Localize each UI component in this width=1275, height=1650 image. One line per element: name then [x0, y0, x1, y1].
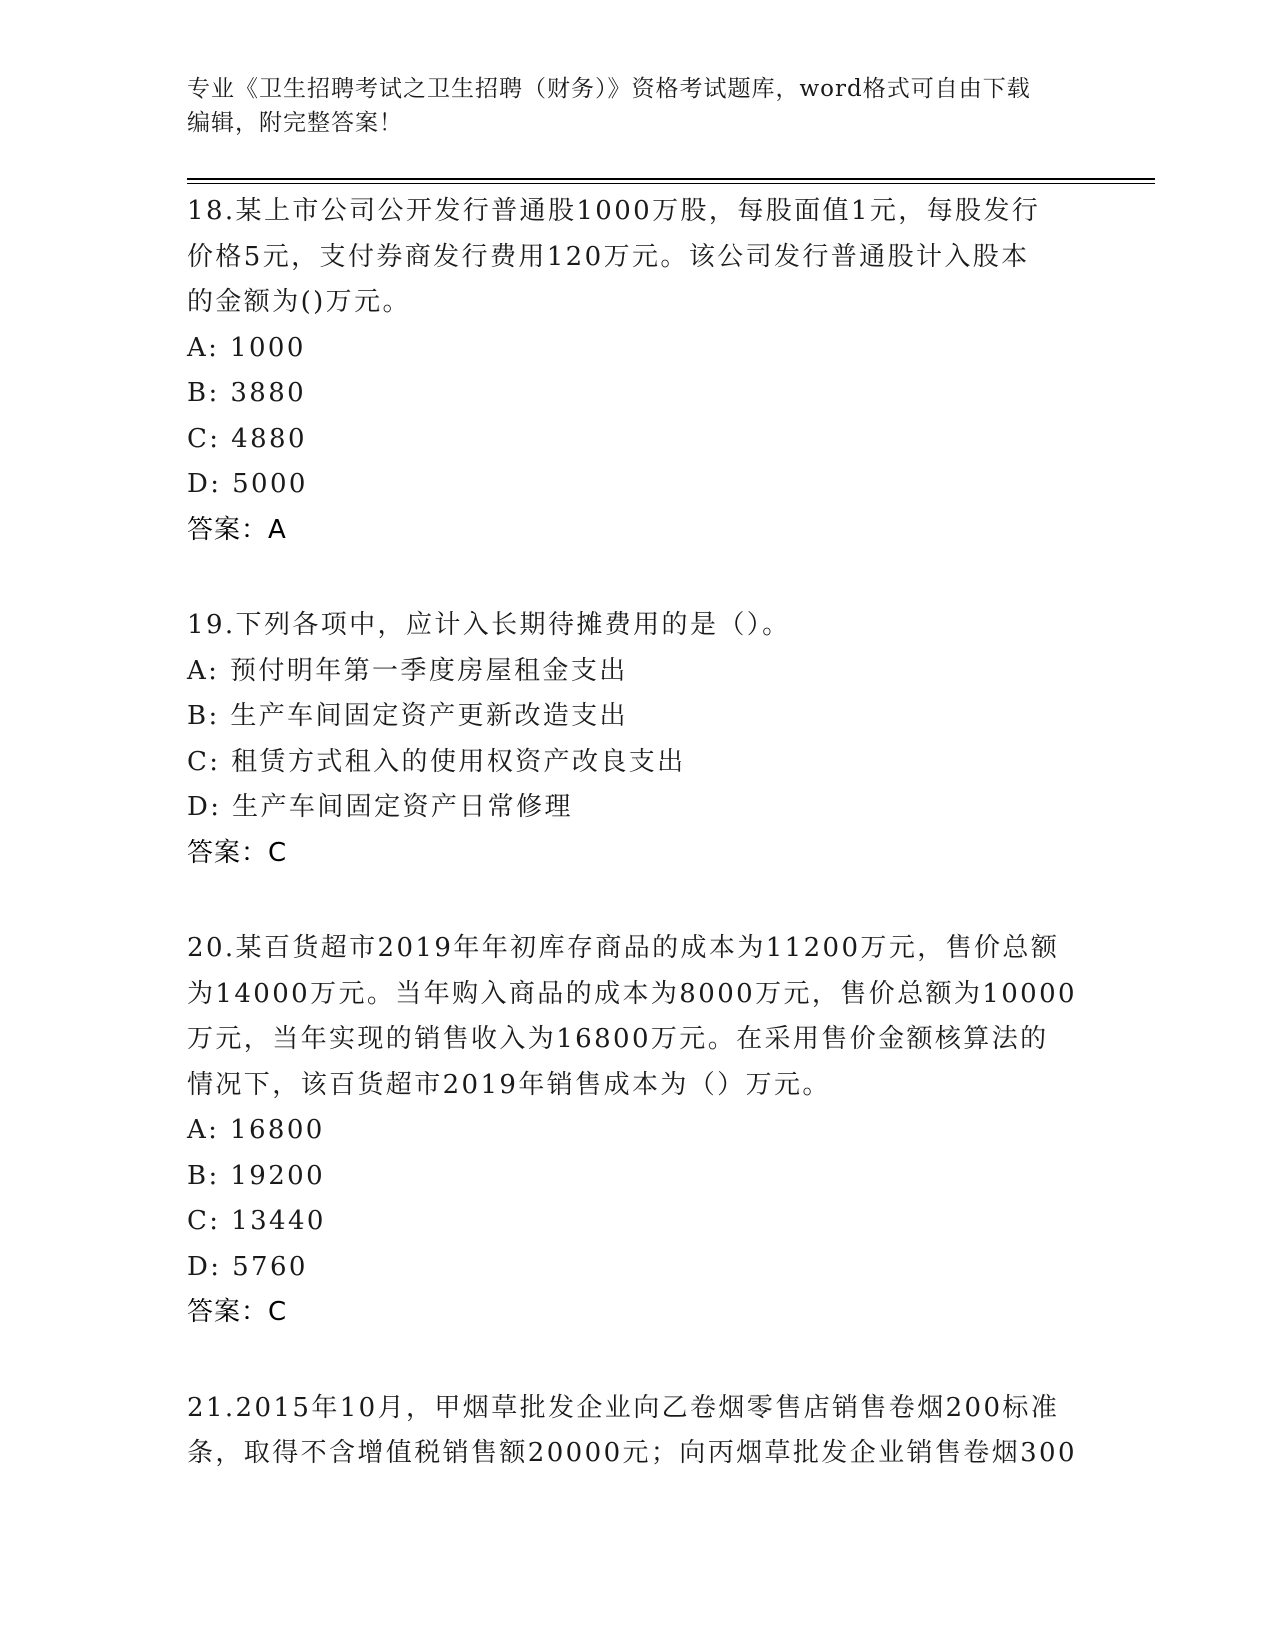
question-19: [187, 603, 1087, 876]
option-a: [187, 649, 1087, 695]
stem-line: 万元，当年实现的销售收入为16800万元。在采用售价金额核算法的: [187, 1024, 1049, 1054]
stem-line: 21.2015年10月，甲烟草批发企业向乙卷烟零售店销售卷烟200标准: [187, 1392, 1060, 1423]
stem-line: 的金额为()万元。: [187, 287, 411, 317]
option-text: 1000: [230, 332, 306, 363]
option-b: [187, 694, 1087, 740]
option-a: [187, 326, 1087, 372]
option-key: C:: [187, 1206, 221, 1236]
option-text: 19200: [230, 1160, 326, 1191]
option-key: D:: [187, 1251, 222, 1282]
option-text: 生产车间固定资产日常修理: [232, 792, 573, 822]
question-18: [187, 189, 1087, 553]
option-key: A:: [187, 332, 220, 363]
stem-line: 价格5元，支付券商发行费用120万元。该公司发行普通股计入股本: [187, 241, 1030, 272]
question-stem: [187, 603, 1087, 649]
option-c: [187, 1199, 1087, 1245]
option-key: A:: [187, 1115, 220, 1145]
option-key: C:: [187, 423, 221, 454]
option-text: 13440: [231, 1206, 326, 1236]
stem-line: 18.某上市公司公开发行普通股1000万股，每股面值1元，每股发行: [187, 196, 1041, 226]
option-d: [187, 462, 1087, 508]
header-divider-thick: [187, 178, 1155, 180]
header-line-1: 专业《卫生招聘考试之卫生招聘（财务）》资格考试题库，word格式可自由下载: [187, 76, 1031, 102]
option-d: [187, 1245, 1087, 1291]
option-b: [187, 371, 1087, 417]
option-text: 预付明年第一季度房屋租金支出: [230, 655, 628, 686]
document-header: [187, 72, 1087, 140]
question-21: [187, 1386, 1087, 1477]
question-20: [187, 926, 1087, 1336]
option-c: [187, 740, 1087, 786]
option-key: D:: [187, 792, 222, 822]
option-a: [187, 1108, 1087, 1154]
answer: 答案：C: [187, 1297, 288, 1327]
option-key: D:: [187, 469, 222, 499]
question-list: [187, 189, 1087, 1527]
option-text: 3880: [230, 378, 307, 408]
option-text: 5760: [232, 1251, 308, 1282]
question-stem: [187, 1386, 1087, 1477]
option-key: B:: [187, 378, 220, 408]
stem-line: 为14000万元。当年购入商品的成本为8000万元，售价总额为10000: [187, 978, 1077, 1009]
option-text: 5000: [232, 469, 308, 499]
answer: 答案：C: [187, 837, 288, 868]
stem-line: 19.下列各项中，应计入长期待摊费用的是（）。: [187, 610, 791, 640]
option-d: [187, 785, 1087, 831]
header-divider-thin: [187, 183, 1155, 184]
option-text: 4880: [231, 423, 307, 454]
option-text: 租赁方式租入的使用权资产改良支出: [231, 746, 686, 777]
option-b: [187, 1154, 1087, 1200]
question-stem: [187, 189, 1087, 326]
option-key: B:: [187, 701, 220, 731]
option-text: 16800: [230, 1115, 325, 1145]
option-text: 生产车间固定资产更新改造支出: [230, 701, 628, 731]
stem-line: 条，取得不含增值税销售额20000元；向丙烟草批发企业销售卷烟300: [187, 1438, 1077, 1468]
stem-line: 情况下，该百货超市2019年销售成本为（）万元。: [187, 1069, 831, 1100]
stem-line: 20.某百货超市2019年年初库存商品的成本为11200万元，售价总额: [187, 933, 1060, 963]
answer: 答案：A: [187, 514, 287, 545]
option-key: A:: [187, 655, 220, 686]
header-line-2: 编辑，附完整答案！: [187, 110, 403, 136]
option-key: C:: [187, 746, 221, 777]
option-c: [187, 417, 1087, 463]
option-key: B:: [187, 1160, 220, 1191]
question-stem: [187, 926, 1087, 1108]
